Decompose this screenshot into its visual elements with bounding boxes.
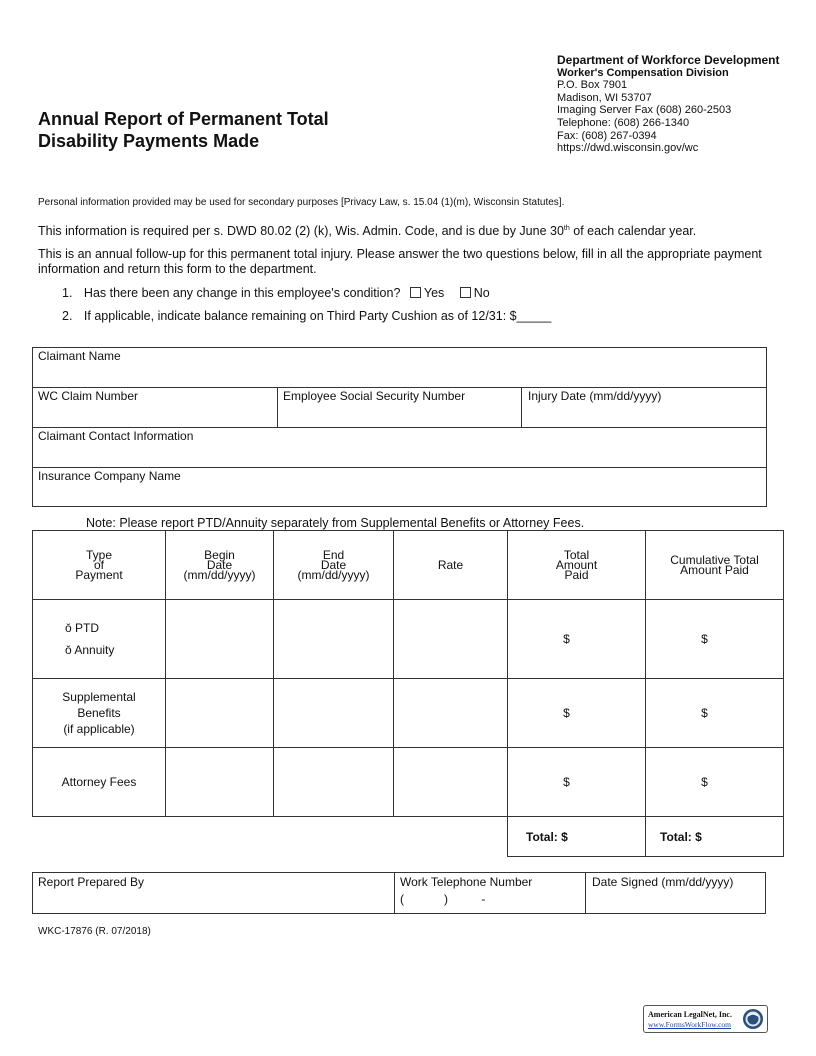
address-line: Fax: (608) 267-0394	[557, 129, 657, 142]
work-telephone-label: Work Telephone Number	[400, 875, 533, 889]
supp-total-cell[interactable]: $	[508, 679, 646, 748]
requirement-text-end: of each calendar year.	[569, 224, 697, 238]
total-cumulative-label: Total: $	[660, 829, 702, 844]
annuity-label: Annuity	[74, 643, 115, 657]
department-name: Department of Workforce Development	[557, 53, 780, 67]
col-cumulative-header: Cumulative Total Amount Paid	[646, 531, 784, 600]
atty-rate-cell[interactable]	[394, 748, 508, 817]
title-line-2: Disability Payments Made	[38, 131, 260, 151]
followup-notice: This is an annual follow-up for this permanent total injury. Please answer the two questions below, fill in all the appropriate payment information and return this form to the department.	[38, 247, 762, 276]
col-total-header: Total Amount Paid	[508, 531, 646, 600]
form-id: WKC-17876 (R. 07/2018)	[38, 926, 151, 937]
work-telephone-field[interactable]	[400, 875, 580, 911]
supp-rate-cell[interactable]	[394, 679, 508, 748]
claimant-name-field[interactable]	[38, 349, 763, 386]
claim-number-label: WC Claim Number	[38, 389, 139, 403]
insurance-company-label: Insurance Company Name	[38, 469, 181, 483]
table-total-row	[33, 817, 784, 857]
legalnet-logo[interactable]	[643, 1005, 768, 1033]
payment-note: Note: Please report PTD/Annuity separately from Supplemental Benefits or Attorney Fees.	[86, 516, 585, 530]
ptd-begin-date-cell[interactable]	[166, 600, 274, 679]
atty-end-date-cell[interactable]	[274, 748, 394, 817]
ptd-label: PTD	[75, 621, 100, 635]
table-row-ptd-annuity	[33, 600, 784, 679]
ssn-field[interactable]	[283, 389, 517, 426]
claim-number-field[interactable]	[38, 389, 273, 426]
question-2-number: 2.	[62, 309, 73, 323]
insurance-company-field[interactable]	[38, 469, 763, 506]
annuity-radio-icon[interactable]: ǒ	[65, 643, 72, 657]
table-header-row	[33, 531, 784, 600]
total-amount-cell[interactable]	[508, 817, 646, 857]
telephone-format: ( ) -	[400, 892, 486, 906]
total-cumulative-cell[interactable]	[646, 817, 784, 857]
title-line-1: Annual Report of Permanent Total	[38, 109, 329, 129]
ptd-radio-icon[interactable]: ǒ	[65, 621, 72, 635]
address-line: P.O. Box 7901	[557, 79, 628, 92]
supp-cumulative-cell[interactable]: $	[646, 679, 784, 748]
payments-table	[32, 530, 784, 857]
attorney-label-cell: Attorney Fees	[33, 748, 166, 817]
division-name: Worker's Compensation Division	[557, 66, 729, 79]
yes-checkbox[interactable]	[410, 287, 421, 298]
requirement-text: This information is required per s. DWD 80.02 (2) (k), Wis. Admin. Code, and is due by June 30	[38, 224, 564, 238]
injury-date-label: Injury Date (mm/dd/yyyy)	[528, 389, 662, 403]
atty-total-cell[interactable]: $	[508, 748, 646, 817]
logo-website-link[interactable]: www.FormsWorkFlow.com	[648, 1020, 732, 1029]
col-end-header: End Date (mm/dd/yyyy)	[274, 531, 394, 600]
question-2	[62, 309, 551, 323]
address-line: Telephone: (608) 266-1340	[557, 116, 690, 129]
ptd-annuity-options	[33, 600, 166, 679]
requirement-notice	[38, 224, 696, 238]
prepared-by-label: Report Prepared By	[38, 875, 145, 889]
claimant-name-label: Claimant Name	[38, 349, 121, 363]
address-line: https://dwd.wisconsin.gov/wc	[557, 142, 699, 155]
privacy-notice: Personal information provided may be used for secondary purposes [Privacy Law, s. 15.04 (1)(m), Wisconsin Statutes].	[38, 197, 565, 208]
contact-info-label: Claimant Contact Information	[38, 429, 194, 443]
claimant-info-box	[32, 347, 767, 507]
yes-label: Yes	[423, 286, 445, 300]
supplemental-label-cell: Supplemental Benefits (if applicable)	[33, 679, 166, 748]
no-label: No	[473, 286, 490, 300]
requirement-sup: th	[563, 224, 570, 232]
total-amount-label: Total: $	[526, 829, 568, 844]
ptd-rate-cell[interactable]	[394, 600, 508, 679]
ptd-option[interactable]	[65, 617, 165, 639]
question-2-text[interactable]: If applicable, indicate balance remaining on Third Party Cushion as of 12/31: $_____	[83, 309, 552, 323]
supp-end-date-cell[interactable]	[274, 679, 394, 748]
ssn-label: Employee Social Security Number	[283, 389, 466, 403]
table-row-supplemental	[33, 679, 784, 748]
logo-company-name: American LegalNet, Inc.	[648, 1010, 732, 1019]
annuity-option[interactable]	[65, 639, 165, 661]
atty-begin-date-cell[interactable]	[166, 748, 274, 817]
ptd-cumulative-cell[interactable]: $	[646, 600, 784, 679]
no-checkbox[interactable]	[460, 287, 471, 298]
preparer-box	[32, 872, 766, 914]
question-1-number: 1.	[62, 286, 73, 300]
table-row-attorney	[33, 748, 784, 817]
supp-begin-date-cell[interactable]	[166, 679, 274, 748]
question-1-text: Has there been any change in this employee's condition?	[83, 286, 401, 300]
form-title	[38, 108, 329, 152]
col-rate-header: Rate	[394, 531, 508, 600]
date-signed-label: Date Signed (mm/dd/yyyy)	[592, 875, 734, 889]
question-1	[62, 286, 490, 300]
ptd-end-date-cell[interactable]	[274, 600, 394, 679]
address-line: Madison, WI 53707	[557, 91, 652, 104]
prepared-by-field[interactable]	[38, 875, 388, 911]
col-begin-header: Begin Date (mm/dd/yyyy)	[166, 531, 274, 600]
globe-icon	[742, 1008, 764, 1030]
department-block	[557, 54, 780, 155]
contact-info-field[interactable]	[38, 429, 763, 466]
ptd-total-cell[interactable]: $	[508, 600, 646, 679]
atty-cumulative-cell[interactable]: $	[646, 748, 784, 817]
address-line: Imaging Server Fax (608) 260-2503	[557, 104, 732, 117]
date-signed-field[interactable]	[592, 875, 762, 911]
col-type-header: Type of Payment	[33, 531, 166, 600]
injury-date-field[interactable]	[528, 389, 763, 426]
